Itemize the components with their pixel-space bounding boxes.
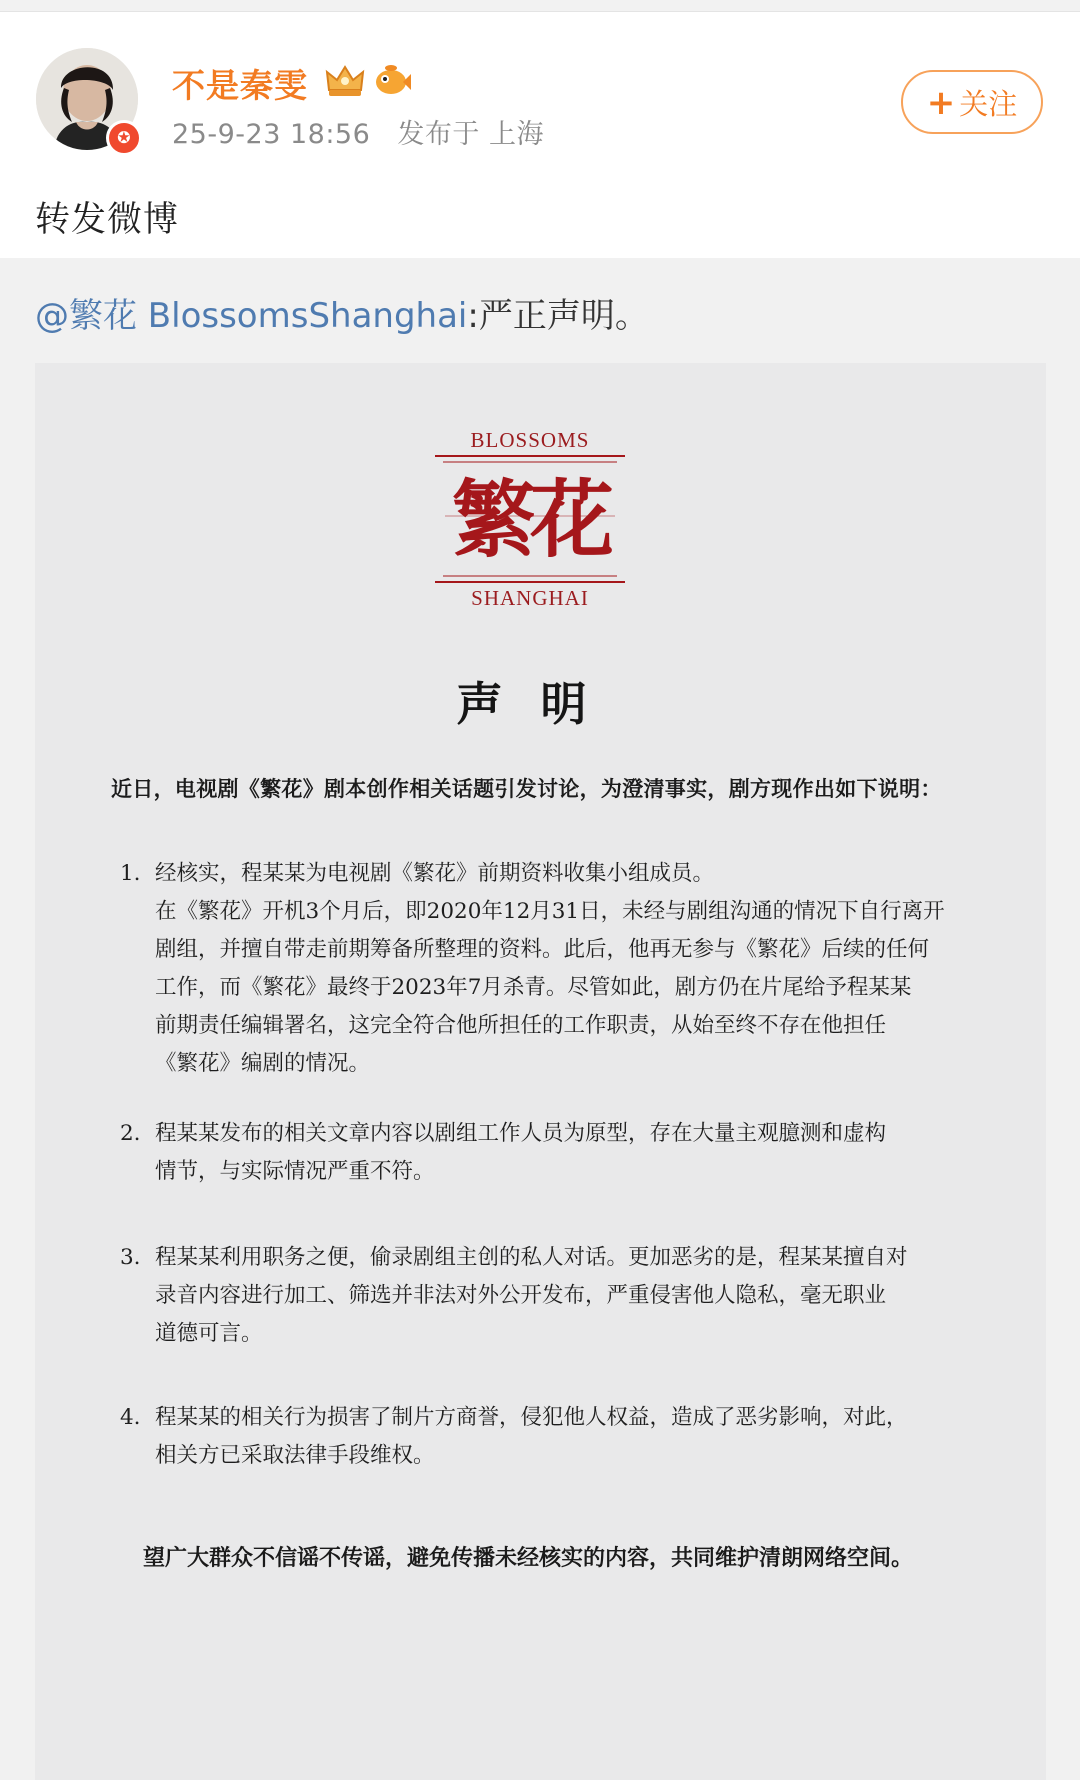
statement-image[interactable] xyxy=(35,363,1046,1780)
item-line: 程某某利用职务之便，偷录剧组主创的私人对话。更加恶劣的是，程某某擅自对 xyxy=(155,1245,908,1270)
item-line: 《繁花》编剧的情况。 xyxy=(155,1051,371,1076)
statement-closing: 望广大群众不信谣不传谣，避免传播未经核实的内容，共同维护清朗网络空间。 xyxy=(143,1545,914,1571)
item-line: 前期责任编辑署名，这完全符合他所担任的工作职责，从始至终不存在他担任 xyxy=(155,1013,887,1038)
quoted-post[interactable] xyxy=(0,258,1080,1780)
item-number: 1. xyxy=(120,861,141,886)
item-body xyxy=(155,1399,995,1475)
mention-link[interactable]: @繁花 BlossomsShanghai xyxy=(35,296,468,336)
blossoms-logo xyxy=(435,428,625,618)
follow-label: 关注 xyxy=(959,87,1018,121)
item-body xyxy=(155,855,995,1083)
quoted-text: :严正声明。 xyxy=(467,296,649,336)
item-line: 程某某的相关行为损害了制片方商誉，侵犯他人权益，造成了恶劣影响，对此， xyxy=(155,1405,908,1430)
post-location: 发布于 上海 xyxy=(397,119,544,150)
follow-button[interactable] xyxy=(901,70,1043,134)
statement-title: 声明 xyxy=(456,677,625,731)
crown-badge-icon[interactable] xyxy=(325,64,365,102)
statement-item-3 xyxy=(120,1239,995,1353)
logo-top-text: BLOSSOMS xyxy=(470,428,590,452)
statement-intro: 近日，电视剧《繁花》剧本创作相关话题引发讨论，为澄清事实，剧方现作出如下说明： xyxy=(111,776,942,801)
statement-item-4 xyxy=(120,1399,995,1475)
item-number: 2. xyxy=(120,1121,141,1146)
statement-item-2 xyxy=(120,1115,995,1191)
item-line: 工作，而《繁花》最终于2023年7月杀青。尽管如此，剧方仍在片尾给予程某某 xyxy=(155,975,912,1000)
item-number: 3. xyxy=(120,1245,141,1270)
post-timestamp: 25-9-23 18:56 xyxy=(172,119,371,150)
post-text: 转发微博 xyxy=(35,200,180,240)
item-body xyxy=(155,1239,995,1353)
statement-item-1 xyxy=(120,855,995,1083)
logo-bottom-text: SHANGHAI xyxy=(471,586,589,610)
user-badges xyxy=(325,64,411,102)
item-line: 情节，与实际情况严重不符。 xyxy=(155,1159,435,1184)
item-line: 剧组，并擅自带走前期筹备所整理的资料。此后，他再无参与《繁花》后续的任何 xyxy=(155,937,930,962)
item-line: 程某某发布的相关文章内容以剧组工作人员为原型，存在大量主观臆测和虚构 xyxy=(155,1121,887,1146)
post-meta xyxy=(172,112,544,151)
item-line: 录音内容进行加工、筛选并非法对外公开发布，严重侵害他人隐私，毫无职业 xyxy=(155,1283,887,1308)
verified-badge-icon: ✪ xyxy=(106,120,142,156)
item-line: 经核实，程某某为电视剧《繁花》前期资料收集小组成员。 xyxy=(155,861,715,886)
quoted-post-text xyxy=(35,288,649,337)
post-header xyxy=(0,12,1080,258)
item-number: 4. xyxy=(120,1405,141,1430)
item-line: 道德可言。 xyxy=(155,1321,263,1346)
item-body xyxy=(155,1115,995,1191)
fish-badge-icon[interactable] xyxy=(373,64,411,102)
item-line: 在《繁花》开机3个月后，即2020年12月31日，未经与剧组沟通的情况下自行离开 xyxy=(155,899,945,924)
username[interactable]: 不是秦雯 xyxy=(172,66,308,105)
item-line: 相关方已采取法律手段维权。 xyxy=(155,1443,435,1468)
status-divider xyxy=(0,0,1080,12)
plus-icon: + xyxy=(926,83,956,123)
logo-mark: 繁花 xyxy=(451,470,608,569)
